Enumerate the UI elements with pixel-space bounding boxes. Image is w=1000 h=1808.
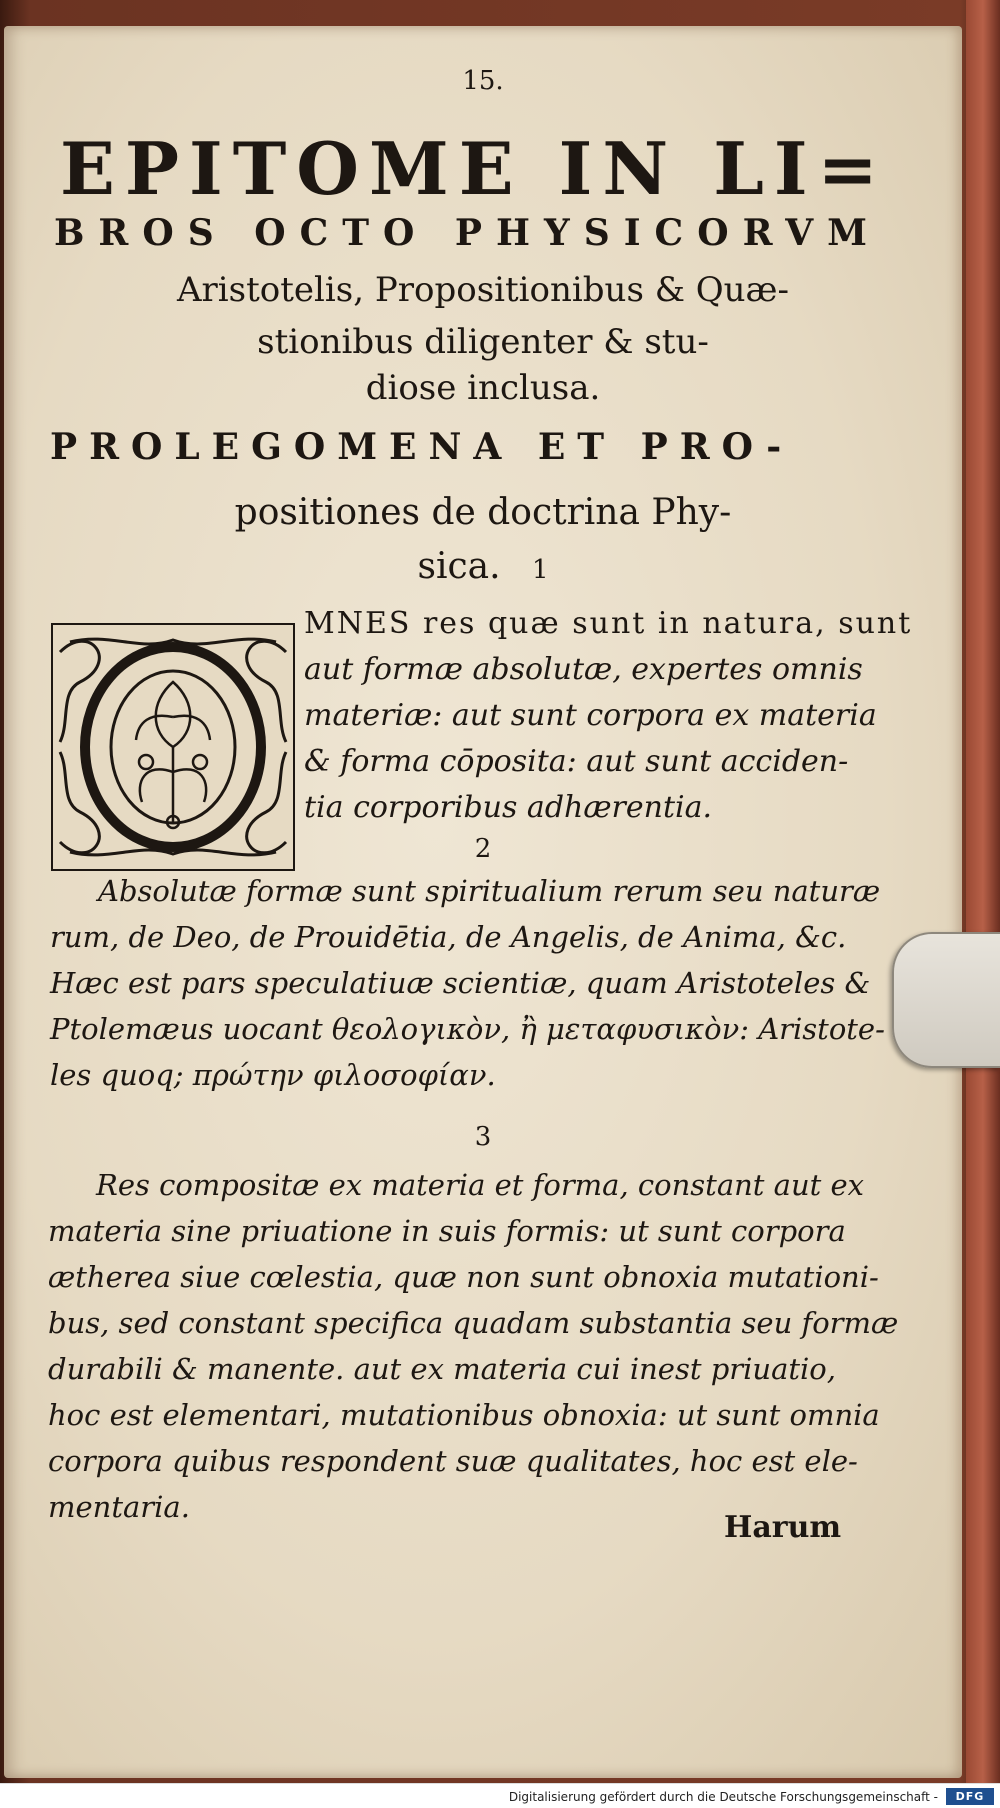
- title-line-5: diose inclusa.: [365, 368, 601, 408]
- section-2-line-2: rum, de Deo, de Prouidētia, de Angelis, de Anima, &c.: [50, 920, 847, 954]
- section-2-line-5: les quoq; πρώτην φιλοσοφίαν.: [50, 1058, 496, 1092]
- page-stack-edge: [966, 0, 1000, 1790]
- title-line-3: Aristotelis, Propositionibus & Quæ-: [177, 270, 789, 310]
- section-1-line-4: & forma cōposita: aut sunt acciden-: [304, 744, 849, 779]
- section-1-line-3: materiæ: aut sunt corpora ex materia: [304, 698, 877, 733]
- title-line-2: BROS OCTO PHYSICORVM: [54, 212, 881, 254]
- prolegomena-heading-3-text: sica.: [417, 546, 501, 587]
- section-1-line-1: [304, 606, 912, 641]
- section-1-line-1-text: MNES res quæ sunt in natura, sunt: [304, 606, 913, 641]
- prolegomena-heading-2: positiones de doctrina Phy-: [234, 492, 732, 533]
- digitization-credit: Digitalisierung gefördert durch die Deutsche Forschungsgemeinschaft -: [508, 1790, 938, 1804]
- page-number: 15.: [462, 66, 504, 96]
- dfg-logo: DFG: [946, 1788, 994, 1805]
- title-line-1: EPITOME IN LI=: [60, 126, 888, 211]
- section-number-1: 1: [531, 555, 549, 585]
- section-number-2: 2: [474, 834, 492, 864]
- title-line-4: stionibus diligenter & stu-: [257, 322, 709, 362]
- section-1-line-2: aut formæ absolutæ, expertes omnis: [304, 652, 863, 687]
- section-3-line-3: ætherea siue cœlestia, quæ non sunt obnoxia mutationi-: [48, 1260, 879, 1294]
- section-2-line-1: Absolutæ formæ sunt spiritualium rerum seu naturæ: [98, 874, 881, 908]
- footer-strip: [0, 1783, 1000, 1808]
- section-3-line-4: bus, sed constant specifica quadam substantia seu formæ: [48, 1306, 899, 1340]
- section-1-line-5: tia corporibus adhærentia.: [304, 790, 713, 825]
- book-page: [4, 26, 962, 1778]
- prolegomena-heading-1: PROLEGOMENA ET PRO-: [50, 426, 794, 468]
- section-3-line-7: corpora quibus respondent suæ qualitates, hoc est ele-: [48, 1444, 858, 1478]
- section-3-line-1: Res compositæ ex materia et forma, constant aut ex: [96, 1168, 865, 1202]
- catchword: Harum: [724, 1510, 842, 1545]
- section-3-line-5: durabili & manente. aut ex materia cui inest priuatio,: [48, 1352, 836, 1386]
- prolegomena-heading-3: [4, 546, 962, 587]
- page-clip: [892, 932, 1000, 1068]
- section-3-line-6: hoc est elementari, mutationibus obnoxia: ut sunt omnia: [48, 1398, 880, 1432]
- section-2-line-4: Ptolemæus uocant θεολογικὸν, ἢ μεταφυσικὸν: Aristote-: [50, 1012, 885, 1046]
- section-3-line-2: materia sine priuatione in suis formis: ut sunt corpora: [48, 1214, 846, 1248]
- section-number-3: 3: [474, 1122, 492, 1152]
- section-2-line-3: Hæc est pars speculatiuæ scientiæ, quam Aristoteles &: [50, 966, 871, 1000]
- section-3-line-8: mentaria.: [48, 1490, 190, 1524]
